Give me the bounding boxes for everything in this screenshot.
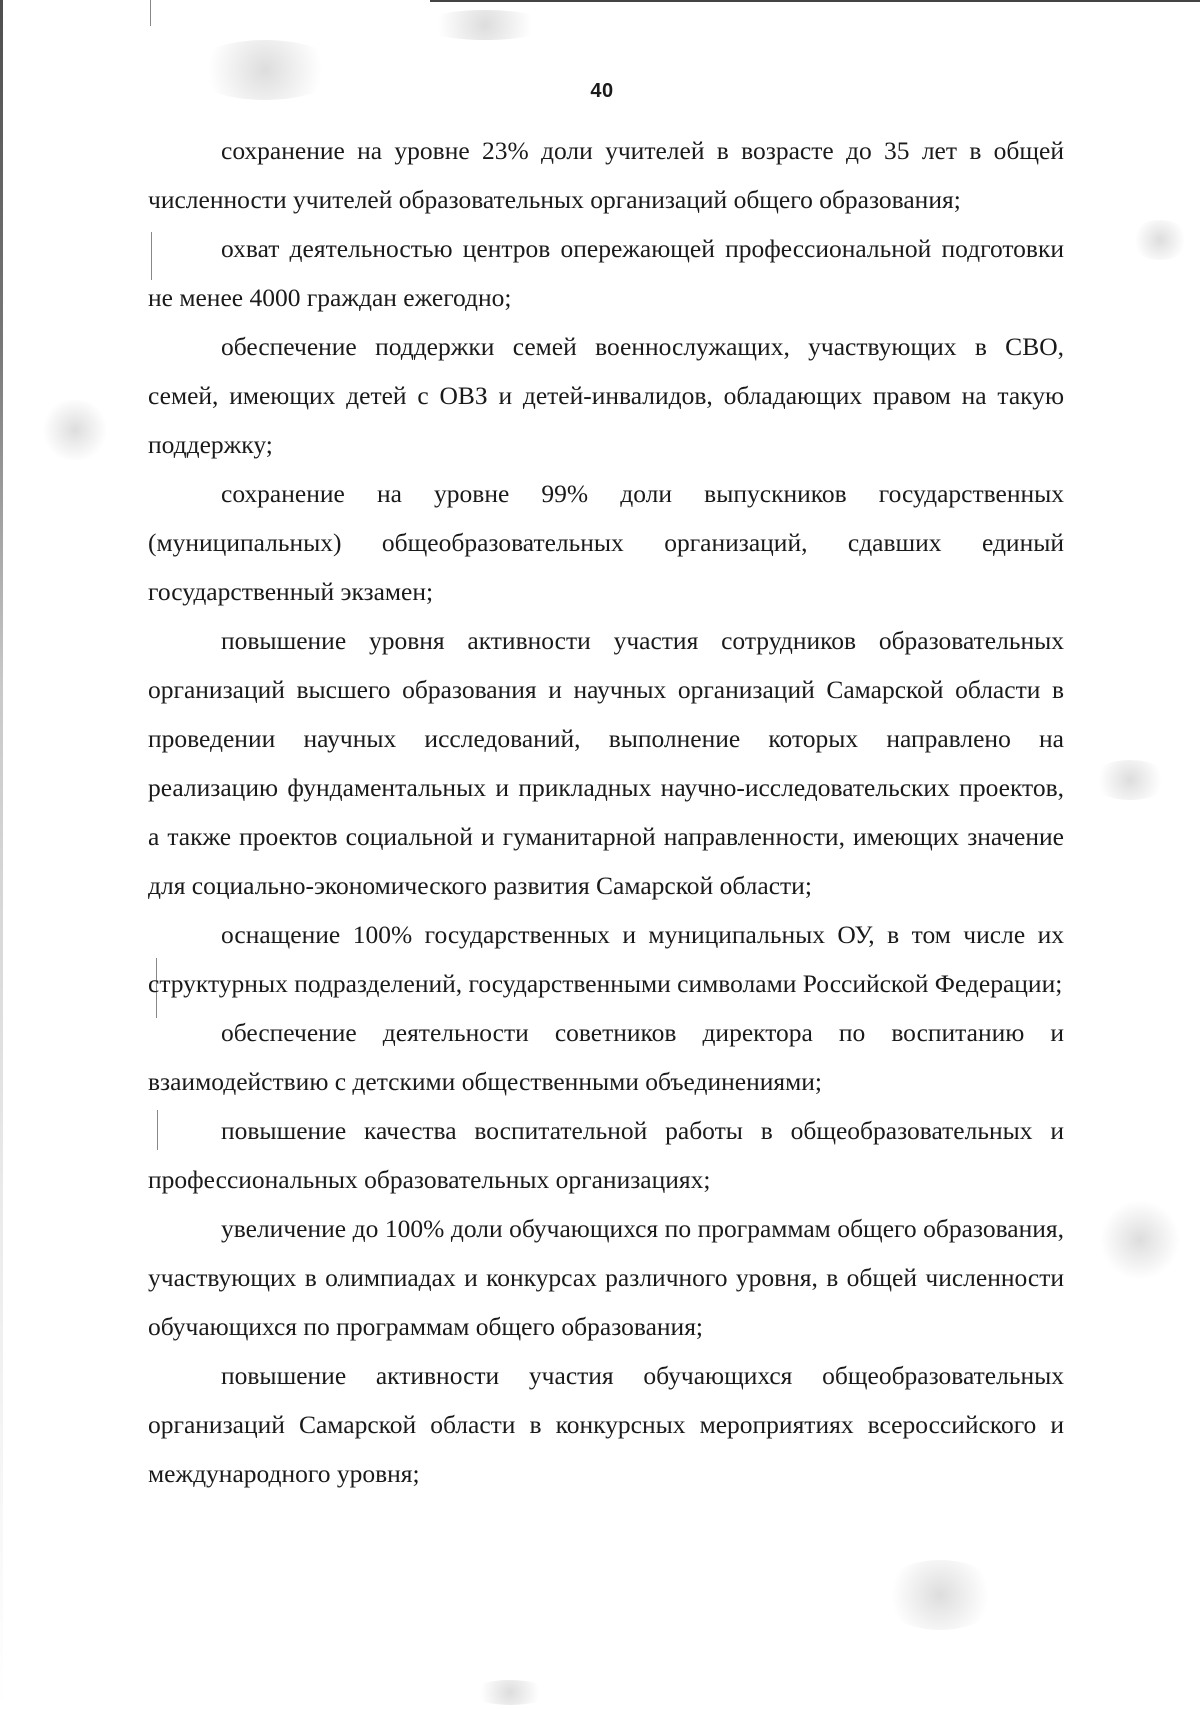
page-number: 40 [590, 80, 614, 102]
top-rule [430, 0, 1200, 2]
paragraph: сохранение на уровне 99% доли выпускников государственных (муниципальных) общеобразовательных организаций, сдавших единый государственный экзамен; [148, 479, 1064, 606]
paragraph: сохранение на уровне 23% доли учителей в возрасте до 35 лет в общей численности учителей образовательных организаций общего образования; [148, 136, 1064, 214]
scan-noise [1130, 220, 1190, 260]
margin-mark [150, 0, 151, 26]
scan-noise [1100, 1200, 1180, 1280]
scan-noise [470, 1680, 550, 1705]
paragraph: увеличение до 100% доли обучающихся по программам общего образования, участвующих в олимпиадах и конкурсах различного уровня, в общей численности обучающихся по программам общего образования; [148, 1214, 1064, 1341]
scan-noise [420, 10, 550, 40]
paragraph: повышение активности участия обучающихся общеобразовательных организаций Самарской области в конкурсных мероприятиях всероссийского и международного уровня; [148, 1361, 1064, 1488]
scan-noise [880, 1560, 1000, 1630]
scan-noise [1090, 760, 1170, 800]
paragraph: повышение уровня активности участия сотрудников образовательных организаций высшего образования и научных организаций Самарской области в проведении научных исследований, выполнение которых направлено на реализацию фундаментальных и прикладных научно-исследовательских проектов, а также проектов социальной и гуманитарной направленности, имеющих значение для социально-экономического развития Самарской области; [148, 626, 1064, 900]
scan-edge [0, 0, 3, 1709]
paragraph: обеспечение деятельности советников директора по воспитанию и взаимодействию с детскими общественными объединениями; [148, 1018, 1064, 1096]
paragraph: оснащение 100% государственных и муниципальных ОУ, в том числе их структурных подразделений, государственными символами Российской Федерации; [148, 920, 1064, 998]
paragraph: повышение качества воспитательной работы в общеобразовательных и профессиональных образовательных организациях; [148, 1116, 1064, 1194]
scan-noise [40, 400, 110, 460]
paragraph: охват деятельностью центров опережающей профессиональной подготовки не менее 4000 граждан ежегодно; [148, 234, 1064, 312]
document-body [148, 126, 1064, 1498]
paragraph: обеспечение поддержки семей военнослужащих, участвующих в СВО, семей, имеющих детей с ОВЗ и детей-инвалидов, обладающих правом на такую поддержку; [148, 332, 1064, 459]
